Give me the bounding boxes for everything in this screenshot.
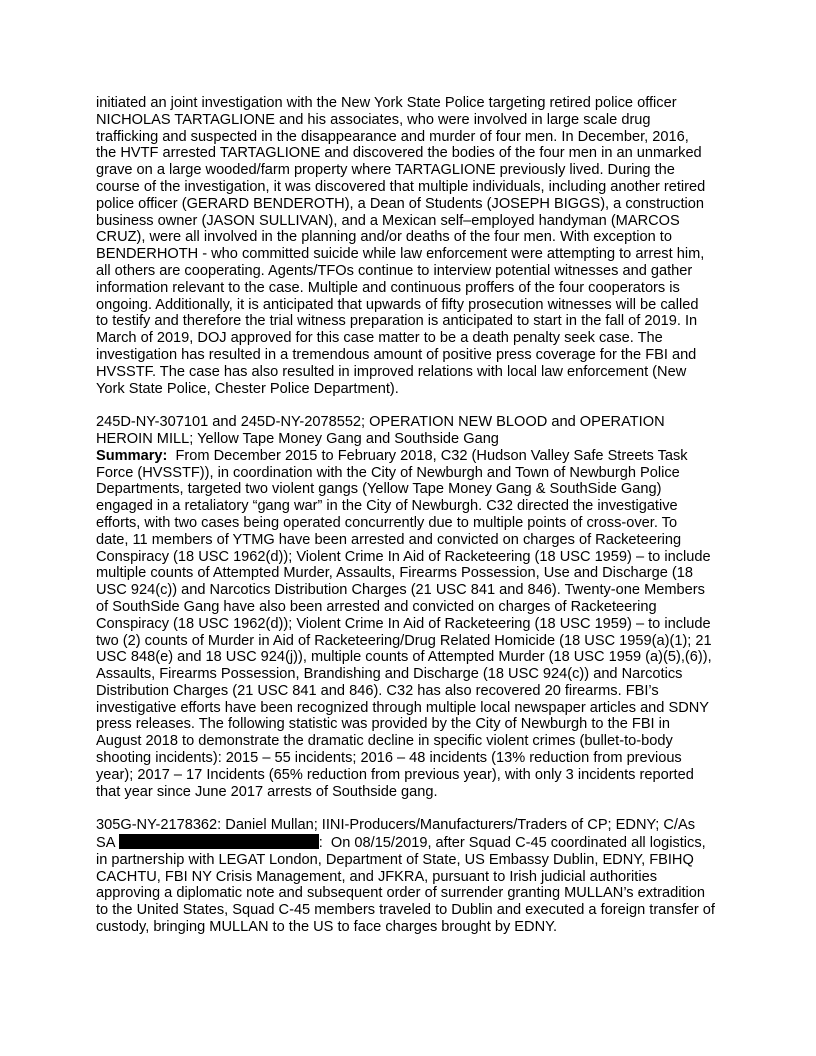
paragraph-operation-new-blood (96, 414, 736, 800)
text-line: custody, bringing MULLAN to the US to face charges brought by EDNY. (96, 919, 558, 936)
text-line: Conspiracy (18 USC 1962(d)); Violent Crime In Aid of Racketeering (18 USC 1959) – to include (96, 548, 711, 565)
sa-line-text: : On 08/15/2019, after Squad C-45 coordinated all logistics, (318, 835, 706, 852)
text-line: BENDERHOTH - who committed suicide while law enforcement were attempting to arrest him, (96, 246, 705, 263)
text-line: investigation has resulted in a tremendous amount of positive press coverage for the FBI and (96, 346, 697, 363)
sa-line (96, 834, 736, 852)
paragraph-mullan-case (96, 817, 736, 936)
text-line: date, 11 members of YTMG have been arrested and convicted on charges of Racketeering (96, 531, 682, 548)
text-line: of SouthSide Gang have also been arrested and convicted on charges of Racketeering (96, 598, 657, 615)
case-header-line: 245D-NY-307101 and 245D-NY-2078552; OPERATION NEW BLOOD and OPERATION (96, 414, 665, 431)
text-line: Assaults, Firearms Possession, Brandishing and Discharge (18 USC 924(c)) and Narcotics (96, 666, 683, 683)
text-line: HVSSTF. The case has also resulted in improved relations with local law enforcement (New (96, 363, 687, 380)
text-line: CRUZ), were all involved in the planning and/or deaths of the four men. With exception to (96, 229, 672, 246)
text-line: USC 848(e) and 18 USC 924(j)), multiple counts of Attempted Murder (18 USC 1959 (a)(5),(6)), (96, 649, 712, 666)
text-line: grave on a large wooded/farm property where TARTAGLIONE previously lived. During the (96, 162, 675, 179)
text-line: in partnership with LEGAT London, Department of State, US Embassy Dublin, EDNY, FBIHQ (96, 851, 694, 868)
text-line: course of the investigation, it was discovered that multiple individuals, including another retired (96, 178, 706, 195)
text-line: year); 2017 – 17 Incidents (65% reduction from previous year), with only 3 incidents reported (96, 766, 694, 783)
text-line: ongoing. Additionally, it is anticipated that upwards of fifty prosecution witnesses will be called (96, 296, 699, 313)
paragraph-spacer (96, 800, 736, 817)
text-line: all others are cooperating. Agents/TFOs continue to interview potential witnesses and gather (96, 262, 693, 279)
text-line: that year since June 2017 arrests of Southside gang. (96, 783, 438, 800)
text-line: March of 2019, DOJ approved for this case matter to be a death penalty seek case. The (96, 330, 663, 347)
sa-prefix: SA (96, 835, 119, 852)
text-line: Force (HVSSTF)), in coordination with the City of Newburgh and Town of Newburgh Police (96, 464, 680, 481)
text-line: shooting incidents): 2015 – 55 incidents; 2016 – 48 incidents (13% reduction from previous (96, 750, 682, 767)
case-header-line: 305G-NY-2178362: Daniel Mullan; IINI-Producers/Manufacturers/Traders of CP; EDNY; C/As (96, 817, 695, 834)
text-line: Conspiracy (18 USC 1962(d)); Violent Crime In Aid of Racketeering (18 USC 1959) – to include (96, 615, 711, 632)
text-line: Distribution Charges (21 USC 841 and 846). C32 has also recovered 20 firearms. FBI’s (96, 682, 659, 699)
text-line: USC 924(c)) and Narcotics Distribution Charges (21 USC 841 and 846). Twenty-one Members (96, 582, 705, 599)
text-line: York State Police, Chester Police Department). (96, 380, 399, 397)
text-line: engaged in a retaliatory “gang war” in the City of Newburgh. C32 directed the investigative (96, 498, 678, 515)
text-line: the HVTF arrested TARTAGLIONE and discovered the bodies of the four men in an unmarked (96, 145, 702, 162)
text-line: efforts, with two cases being operated concurrently due to multiple points of cross-over. To (96, 514, 678, 531)
summary-first-line-text: From December 2015 to February 2018, C32 (Hudson Valley Safe Streets Task (167, 447, 688, 464)
text-line: multiple counts of Attempted Murder, Assaults, Firearms Possession, Use and Discharge (18 (96, 565, 693, 582)
case-header-line: HEROIN MILL; Yellow Tape Money Gang and Southside Gang (96, 430, 499, 447)
paragraph-spacer (96, 397, 736, 414)
summary-label: Summary: (96, 447, 168, 464)
text-line: information relevant to the case. Multiple and continuous proffers of the four cooperators is (96, 279, 680, 296)
text-line: press releases. The following statistic was provided by the City of Newburgh to the FBI in (96, 716, 671, 733)
text-line: business owner (JASON SULLIVAN), and a Mexican self–employed handyman (MARCOS (96, 212, 680, 229)
text-line: Departments, targeted two violent gangs (Yellow Tape Money Gang & SouthSide Gang) (96, 481, 662, 498)
document-page (96, 95, 736, 936)
text-line: two (2) counts of Murder in Aid of Racketeering/Drug Related Homicide (18 USC 1959(a)(1); 21 (96, 632, 712, 649)
text-line: NICHOLAS TARTAGLIONE and his associates, who were involved in large scale drug (96, 111, 651, 128)
text-line: investigative efforts have been recognized through multiple local newspaper articles and SDNY (96, 699, 710, 716)
redaction-block (119, 834, 319, 849)
text-line: August 2018 to demonstrate the dramatic decline in specific violent crimes (bullet-to-body (96, 733, 673, 750)
summary-first-line (96, 448, 736, 465)
text-line: to the United States, Squad C-45 members traveled to Dublin and executed a foreign transfer of (96, 902, 715, 919)
text-line: approving a diplomatic note and subsequent order of surrender granting MULLAN’s extradition (96, 885, 705, 902)
text-line: trafficking and suspected in the disappearance and murder of four men. In December, 2016, (96, 128, 689, 145)
text-line: police officer (GERARD BENDEROTH), a Dean of Students (JOSEPH BIGGS), a construction (96, 195, 705, 212)
text-line: CACHTU, FBI NY Crisis Management, and JFKRA, pursuant to Irish judicial authorities (96, 868, 657, 885)
text-line: initiated an joint investigation with the New York State Police targeting retired police officer (96, 95, 677, 111)
text-line: to testify and therefore the trial witness preparation is anticipated to start in the fall of 2019. In (96, 313, 698, 330)
paragraph-tartaglione-case (96, 95, 736, 397)
